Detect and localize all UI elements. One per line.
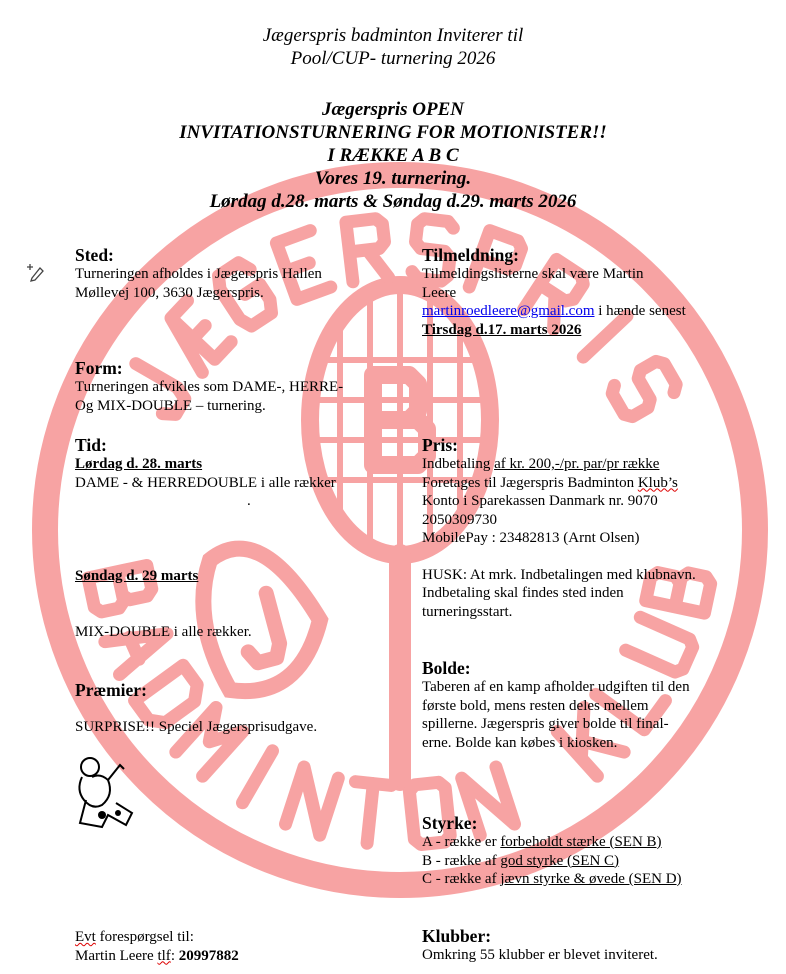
tilmelding-line-2: Leere bbox=[422, 284, 457, 301]
section-pris bbox=[422, 435, 696, 621]
contact-block bbox=[75, 928, 239, 965]
form-line-1: Turneringen afvikles som DAME-, HERRE- bbox=[75, 379, 344, 395]
pris-line-2: Foretages til Jægerspris Badminton bbox=[422, 474, 638, 491]
cartoon-player-illustration bbox=[72, 755, 136, 830]
pris-amount: af kr. 200,-/pr. par/pr række bbox=[494, 456, 660, 472]
klubber-text: Omkring 55 klubber er blevet inviteret. bbox=[422, 947, 658, 963]
bolde-line-2: første bold, mens resten deles mellem bbox=[422, 697, 649, 714]
pris-mobilepay: MobilePay : 23482813 (Arnt Olsen) bbox=[422, 530, 640, 546]
styrke-row bbox=[422, 833, 682, 852]
styrke-heading: Styrke: bbox=[422, 813, 478, 833]
praemier-heading: Præmier: bbox=[75, 680, 147, 700]
pris-heading: Pris: bbox=[422, 435, 458, 455]
pris-line-3: Konto i Sparekassen Danmark nr. 9070 bbox=[422, 493, 658, 509]
watermark-letter bbox=[286, 767, 339, 835]
styrke-row bbox=[422, 852, 682, 871]
deadline: Tirsdag d.17. marts 2026 bbox=[422, 321, 582, 338]
sunday-label: Søndag d. 29 marts bbox=[75, 568, 199, 584]
email-link[interactable]: martinroedleere@gmail.com bbox=[422, 303, 595, 319]
section-klubber bbox=[422, 926, 658, 965]
bolde-line-3: spillerne. Jægerspris giver bolde til final- bbox=[422, 716, 669, 732]
tid-heading: Tid: bbox=[75, 435, 107, 455]
praemier-text: SURPRISE!! Speciel Jægersprisudgave. bbox=[75, 719, 318, 735]
bolde-line-4: erne. Bolde kan købes i kiosken. bbox=[422, 734, 618, 751]
bolde-line-1: Taberen af en kamp afholder udgiften til den bbox=[422, 679, 690, 695]
header-intro bbox=[0, 24, 786, 70]
contact-phone: 20997882 bbox=[178, 947, 239, 964]
styrke-row-desc: forbeholdt stærke (SEN B) bbox=[500, 834, 662, 850]
bolde-heading: Bolde: bbox=[422, 658, 471, 678]
contact-name: Martin Leere bbox=[75, 947, 158, 964]
pris-line-1a: Indbetaling bbox=[422, 456, 495, 472]
ai-sparkle-pen-icon[interactable] bbox=[26, 262, 46, 282]
styrke-row-desc: jævn styrke & øvede (SEN D) bbox=[500, 871, 682, 887]
sted-heading: Sted: bbox=[75, 245, 114, 265]
tilmelding-line-1: Tilmeldingslisterne skal være Martin bbox=[422, 266, 644, 282]
saturday-label: Lørdag d. 28. marts bbox=[75, 456, 203, 472]
watermark-letter bbox=[243, 751, 273, 803]
sunday-text: MIX-DOUBLE i alle rækker. bbox=[75, 623, 252, 640]
pris-line-7: Indbetaling skal findes sted inden bbox=[422, 585, 624, 601]
styrke-row-desc: god styrke (SEN C) bbox=[500, 852, 620, 869]
pris-klub: Klub’s bbox=[637, 474, 678, 491]
intro-line-1: Jægerspris badminton Inviterer til bbox=[262, 25, 524, 46]
section-sted bbox=[75, 245, 322, 302]
title-line-2: INVITATIONSTURNERING FOR MOTIONISTER!! bbox=[179, 122, 607, 143]
section-tilmelding bbox=[422, 245, 686, 339]
sted-line-1: Turneringen afholdes i Jægerspris Hallen bbox=[75, 266, 322, 282]
form-line-2: Og MIX-DOUBLE – turnering. bbox=[75, 397, 266, 414]
styrke-row bbox=[422, 870, 682, 889]
styrke-row-label: A - række er bbox=[422, 834, 501, 850]
contact-line-1: forespørgsel til: bbox=[95, 929, 194, 945]
intro-line-2: Pool/CUP- turnering 2026 bbox=[290, 48, 496, 69]
contact-colon: : bbox=[170, 947, 179, 964]
section-bolde bbox=[422, 658, 690, 752]
klubber-heading: Klubber: bbox=[422, 926, 492, 946]
header-title bbox=[0, 98, 786, 213]
section-styrke bbox=[422, 813, 682, 889]
title-line-5: Lørdag d.28. marts & Søndag d.29. marts 2026 bbox=[209, 191, 577, 212]
contact-evt: Evt bbox=[75, 929, 96, 945]
styrke-row-label: C - række af bbox=[422, 871, 501, 887]
section-praemier bbox=[75, 680, 317, 737]
tilmelding-heading: Tilmeldning: bbox=[422, 245, 519, 265]
pris-line-4: 2050309730 bbox=[422, 511, 497, 528]
sted-line-2: Møllevej 100, 3630 Jægerspris. bbox=[75, 284, 264, 301]
pris-line-8: turneringsstart. bbox=[422, 603, 513, 620]
watermark-letter bbox=[346, 218, 389, 282]
title-line-3: I RÆKKE A B C bbox=[327, 145, 459, 166]
tilmelding-line-3: i hænde senest bbox=[594, 303, 686, 319]
watermark-letter bbox=[349, 782, 391, 845]
title-line-1: Jægerspris OPEN bbox=[322, 99, 464, 120]
watermark-letter bbox=[609, 358, 679, 419]
section-tid bbox=[75, 435, 375, 511]
section-form bbox=[75, 358, 343, 415]
saturday-text: DAME - & HERREDOUBLE i alle rækker bbox=[75, 474, 336, 491]
styrke-row-label: B - række af bbox=[422, 852, 501, 869]
form-heading: Form: bbox=[75, 358, 123, 378]
title-line-4: Vores 19. turnering. bbox=[314, 168, 472, 189]
contact-tlf: tlf bbox=[157, 947, 171, 964]
sunday-block bbox=[75, 567, 252, 641]
stray-dot: . bbox=[247, 493, 251, 509]
pris-husk: HUSK: At mrk. Indbetalingen med klubnavn. bbox=[422, 566, 696, 583]
